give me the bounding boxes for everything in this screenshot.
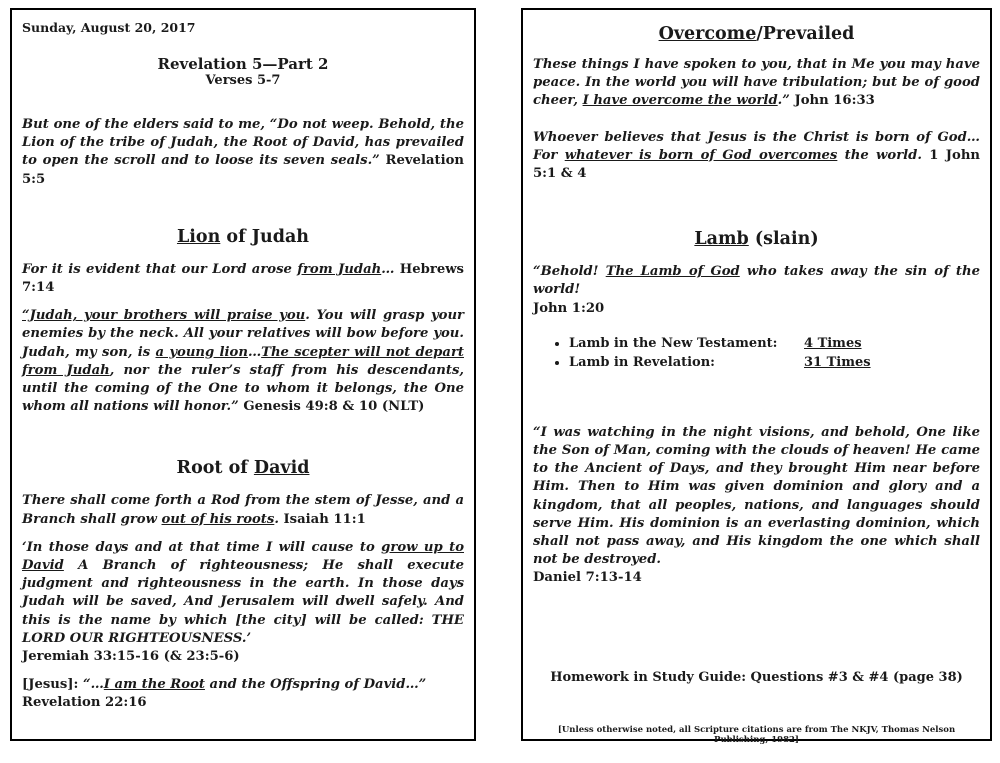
homework-note: Homework in Study Guide: Questions #3 & #4 (page 38) xyxy=(550,669,963,685)
intro-quote: But one of the elders said to me, “Do not weep. Behold, the Lion of the tribe of Judah, the Root of David, has prevailed to open the scroll and to loose its seven seals.” Revelation 5:5 xyxy=(22,117,464,187)
isaiah-quote: There shall come forth a Rod from the stem of Jesse, and a Branch shall grow out of his roots. Isaiah 11:1 xyxy=(22,493,464,527)
root-heading: Root of David xyxy=(176,458,310,479)
lamb-quote: “Behold! The Lamb of God who takes away the sin of the world! John 1:20 xyxy=(533,264,980,316)
footnote: [Unless otherwise noted, all Scripture citations are from The NKJV, Thomas Nelson Publishing, 1982] xyxy=(557,724,956,745)
daniel-quote: “I was watching in the night visions, and behold, One like the Son of Man, coming with the clouds of heaven! He came to the Ancient of Days, and they brought Him near before Him. Then to Him was given dominion and glory and a kingdom, that all peoples, nations, and languages should serve Him. His dominion is an everlasting dominion, which shall not pass away, and His kingdom the one which shall not be destroyed. Daniel 7:13-14 xyxy=(533,424,980,586)
list-item: • Lamb in the New Testament: 4 Times xyxy=(569,334,980,353)
revelation-quote: [Jesus]: “…I am the Root and the Offspring of David…” Revelation 22:16 xyxy=(22,677,427,711)
lamb-count-list xyxy=(533,334,980,372)
jeremiah-quote: ‘In those days and at that time I will cause to grow up to David A Branch of righteousness; He shall execute judgment and righteousness in the earth. In those days Judah will be saved, And Jerusalem will dwell safely. And this is the name by which [the city] will be called: THE LORD OUR RIGHTEOUSNESS.’ Jeremiah 33:15-16 (& 23:5-6) xyxy=(22,539,464,665)
lion-heading: Lion of Judah xyxy=(176,226,310,247)
overcome-heading: Overcome/Prevailed xyxy=(658,24,855,44)
right-page xyxy=(521,8,992,745)
verses-subtitle: Verses 5-7 xyxy=(205,73,281,88)
jeremiah-ref: Jeremiah 33:15-16 (& 23:5-6) xyxy=(22,649,240,665)
john-quote: These things I have spoken to you, that in Me you may have peace. In the world you will have tribulation; but be of good cheer, I have overcome the world.” John 16:33 xyxy=(533,57,980,109)
lamb-heading: Lamb (slain) xyxy=(694,229,819,250)
revelation-ref: Revelation 22:16 xyxy=(22,695,147,711)
date-line: Sunday, August 20, 2017 xyxy=(22,20,196,35)
page-title: Revelation 5—Part 2 xyxy=(157,55,329,73)
left-page xyxy=(10,8,476,741)
list-item: • Lamb in Revelation: 31 Times xyxy=(569,353,980,372)
daniel-ref: Daniel 7:13-14 xyxy=(533,570,642,586)
first-john-quote: Whoever believes that Jesus is the Christ is born of God…For whatever is born of God overcomes the world. 1 John 5:1 & 4 xyxy=(533,129,980,182)
genesis-quote: “Judah, your brothers will praise you. You will grasp your enemies by the neck. All your relatives will bow before you. Judah, my son, is a young lion…The scepter will not depart from Judah, nor the ruler’s staff from his descendants, until the coming of the One to whom it belongs, the One whom all nations will honor.” Genesis 49:8 & 10 (NLT) xyxy=(22,308,465,415)
hebrews-quote: For it is evident that our Lord arose from Judah… Hebrews 7:14 xyxy=(22,261,464,296)
